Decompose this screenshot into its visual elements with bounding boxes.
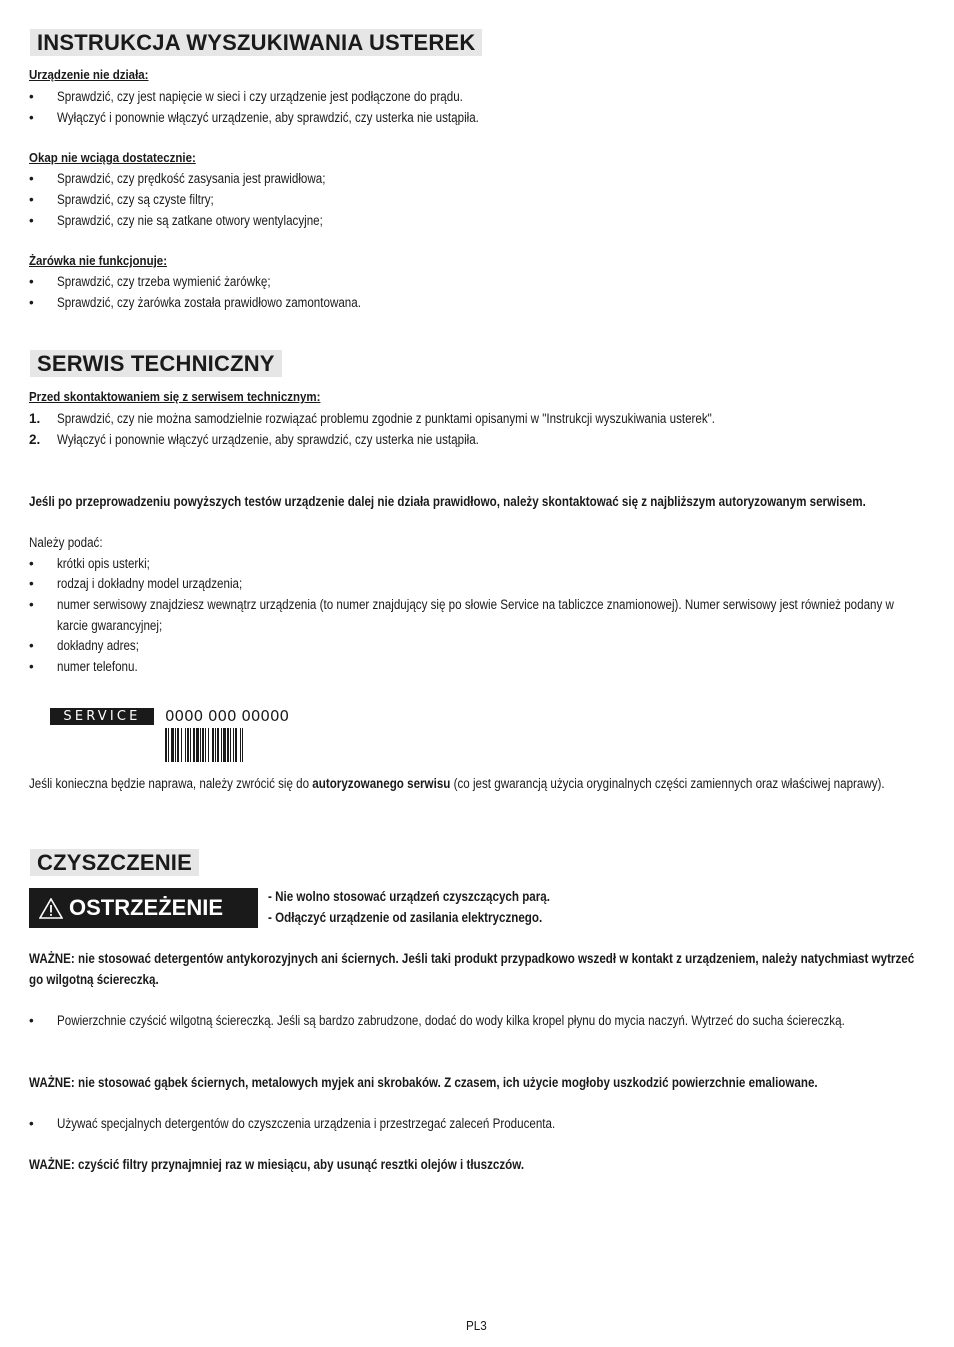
service-label-number: 0000 000 00000 xyxy=(165,707,290,725)
list-item: numer serwisowy znajdziesz wewnątrz urządzenia (to numer znajdujący się po słowie Service na tabliczce znamionowej). Numer serwisowy jest również podany w karcie gwarancyjnej; xyxy=(57,597,894,633)
page-number: PL3 xyxy=(466,1318,487,1333)
service-title: SERWIS TECHNICZNY xyxy=(30,350,282,377)
service-before-heading: Przed skontaktowaniem się z serwisem technicznym: xyxy=(29,390,321,404)
bullet-glyph: • xyxy=(29,1013,34,1028)
repair-paragraph: Jeśli konieczna będzie naprawa, należy zwrócić się do autoryzowanego serwisu (co jest gwarancją użycia oryginalnych części zamiennych oraz właściwej naprawy). xyxy=(29,776,885,791)
cleaning-title: CZYSZCZENIE xyxy=(30,849,199,876)
important-note: WAŻNE: nie stosować detergentów antykorozyjnych ani ściernych. Jeśli taki produkt przypadkowo wszedł w kontakt z urządzeniem, należy natychmiast wytrzeć go wilgotną ściereczką. xyxy=(29,951,915,987)
group-heading: Okap nie wciąga dostatecznie: xyxy=(29,151,196,165)
list-item: Powierzchnie czyścić wilgotną ściereczką. Jeśli są bardzo zabrudzone, dodać do wody kilka kropel płynu do mycia naczyń. Wytrzeć do sucha ściereczką. xyxy=(57,1013,845,1028)
service-contact-notice: Jeśli po przeprowadzeniu powyższych testów urządzenie dalej nie działa prawidłowo, należy skontaktować się z najbliższym autoryzowanym serwisem. xyxy=(29,494,866,509)
warning-line: - Odłączyć urządzenie od zasilania elektrycznego. xyxy=(268,910,543,925)
bullet-glyph: • xyxy=(29,597,34,612)
warning-triangle-icon xyxy=(39,898,63,919)
warning-label: OSTRZEŻENIE xyxy=(69,895,224,920)
important-note: WAŻNE: nie stosować gąbek ściernych, metalowych myjek ani skrobaków. Z czasem, ich użycie mogłoby uszkodzić powierzchnie emaliowane. xyxy=(29,1075,818,1090)
group-heading: Żarówka nie funkcjonuje: xyxy=(29,254,168,268)
provide-label: Należy podać: xyxy=(29,535,103,550)
barcode-icon xyxy=(165,728,291,762)
warning-box xyxy=(29,888,258,928)
group-heading: Urządzenie nie działa: xyxy=(29,68,149,82)
troubleshooting-title: INSTRUKCJA WYSZUKIWANIA USTEREK xyxy=(30,29,482,56)
warning-line: - Nie wolno stosować urządzeń czyszczących parą. xyxy=(268,889,550,904)
important-note: WAŻNE: czyścić filtry przynajmniej raz w miesiącu, aby usunąć resztki olejów i tłuszczów. xyxy=(29,1157,525,1172)
service-label-word: SERVICE xyxy=(50,708,154,725)
manual-page: INSTRUKCJA WYSZUKIWANIA USTEREK Urządzenie nie działa: • Sprawdzić, czy jest napięcie w sieci i czy urządzenie jest podłączone do prądu. • Wyłączyć i ponownie włączyć urządzenie, aby sprawdzić, czy usterka nie ustąpiła. Okap nie wciąga dostatecznie: • Sprawdzić, czy prędkość zasysania jest prawidłowa; • Sprawdzić, czy są czyste filtry; • Sprawdzić, czy nie są zatkane otwory wentylacyjne; Żarówka nie funkcjonuje: • Sprawdzić, czy trzeba wymienić żarówkę; • Sprawdzić, czy żarówka została prawidłowo zamontowana. SERWIS TECHNICZNY Przed skontaktowaniem się z serwisem technicznym: 1. Sprawdzić, czy nie można samodzielnie rozwiązać problemu zgodnie z punktami opisanymi w "Instrukcji wyszukiwania usterek". 2. Wyłączyć i ponownie włączyć urządzenie, aby sprawdzić, czy usterka nie ustąpiła. Jeśli po przeprowadzeniu powyższych testów urządzenie dalej nie działa prawidłowo, należy skontaktować się z najbliższym autoryzowanym serwisem. Należy podać: • krótki opis usterki; • rodzaj i dokładny model urządzenia; • numer serwisowy znajdziesz wewnątrz urządzenia (to numer znajdujący się po słowie Service na tabliczce znamionowej). Numer serwisowy jest również podany w karcie gwarancyjnej; • dokładny adres; • numer telefonu. SERVICE 0000 000 00000 Jeśli konieczna będzie naprawa, należy zwrócić się do autoryzowanego serwisu (co jest gwarancją użycia oryginalnych części zamiennych oraz właściwej naprawy). CZYSZCZENIE OSTRZEŻENIE - Nie wolno stosować urządzeń czyszczących parą. - Odłączyć urządzenie od zasilania elektrycznego. WAŻNE: nie stosować detergentów antykorozyjnych ani ściernych. Jeśli taki produkt przypadkowo wszedł w kontakt z urządzeniem, należy natychmiast wytrzeć go wilgotną ściereczką. • Powierzchnie czyścić wilgotną ściereczką. Jeśli są bardzo zabrudzone, dodać do wody kilka kropel płynu do mycia naczyń. Wytrzeć do sucha ściereczką. WAŻNE: nie stosować gąbek ściernych, metalowych myjek ani skrobaków. Z czasem, ich użycie mogłoby uszkodzić powierzchnie emaliowane. • Używać specjalnych detergentów do czyszczenia urządzenia i przestrzegać zaleceń Producenta. WAŻNE: czyścić filtry przynajmniej raz w miesiącu, aby usunąć resztki olejów i tłuszczów. PL3 xyxy=(0,0,954,1347)
